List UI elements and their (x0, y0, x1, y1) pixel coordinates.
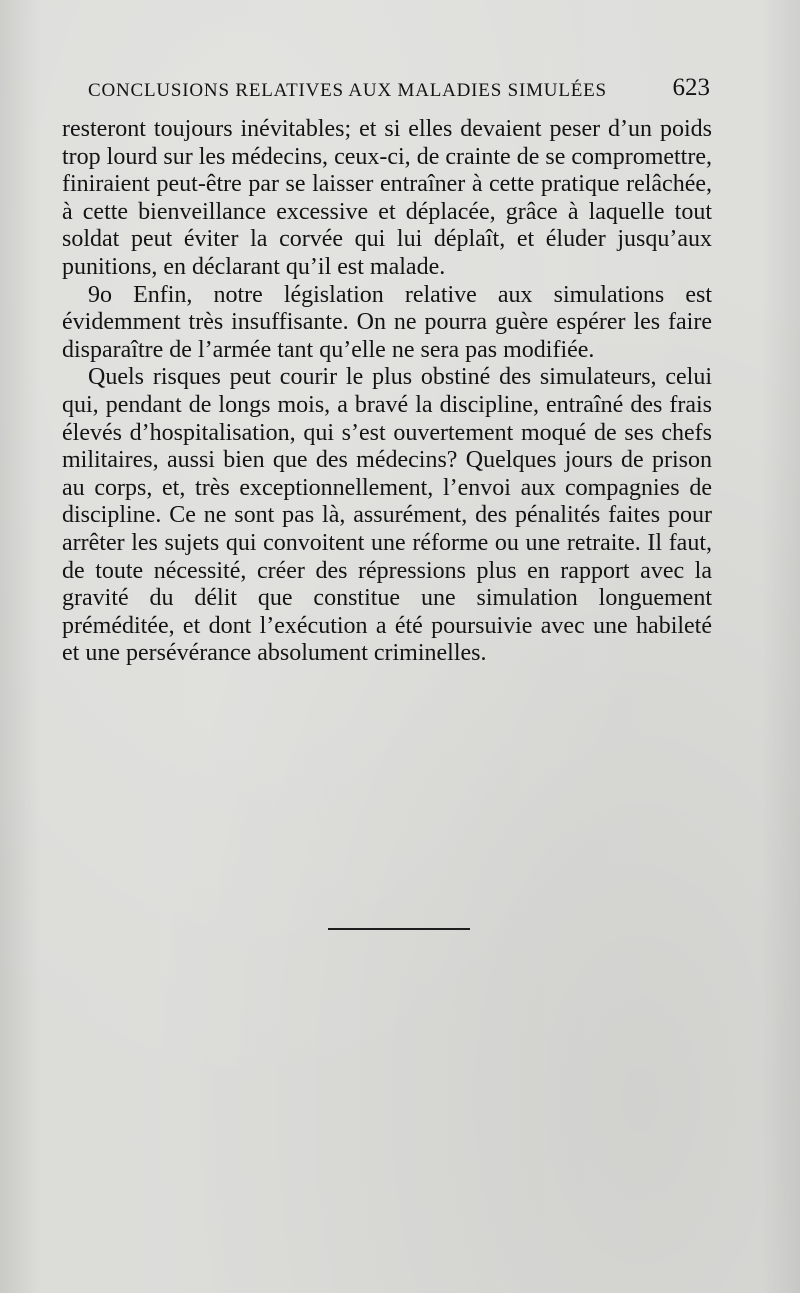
page-number: 623 (672, 74, 710, 101)
running-title: CONCLUSIONS RELATIVES AUX MALADIES SIMULÉES (88, 80, 607, 101)
paragraph-continued: resteront toujours inévitables; et si elles devaient peser d’un poids trop lourd sur les médecins, ceux-ci, de crainte de se compromettre, finiraient peut-être par se laisser entraîner à cette pratique relâchée, à cette bienveillance excessive et déplacée, grâce à laquelle tout soldat peut éviter la corvée qui lui déplaît, et éluder jusqu’aux punitions, en déclarant qu’il est malade. (62, 116, 712, 280)
paragraph-point-9: 9o Enfin, notre législation relative aux simulations est évidemment très insuffisante. On ne pourra guère espérer les faire disparaître de l’armée tant qu’elle ne sera pas modifiée. (62, 281, 712, 363)
body-text (62, 116, 712, 668)
section-end-rule (328, 928, 470, 930)
paragraph-risks: Quels risques peut courir le plus obstiné des simulateurs, celui qui, pendant de longs mois, a bravé la discipline, entraîné des frais élevés d’hospitalisation, qui s’est ouvertement moqué de ses chefs militaires, aussi bien que des médecins? Quelques jours de prison au corps, et, très exceptionnellement, l’envoi aux compagnies de discipline. Ce ne sont pas là, assurément, des pénalités faites pour arrêter les sujets qui convoitent une réforme ou une retraite. Il faut, de toute nécessité, créer des répressions plus en rapport avec la gravité du délit que constitue une simulation longuement préméditée, et dont l’exécution a été poursuivie avec une habileté et une persévérance absolument criminelles. (62, 364, 712, 667)
running-head (88, 74, 710, 106)
